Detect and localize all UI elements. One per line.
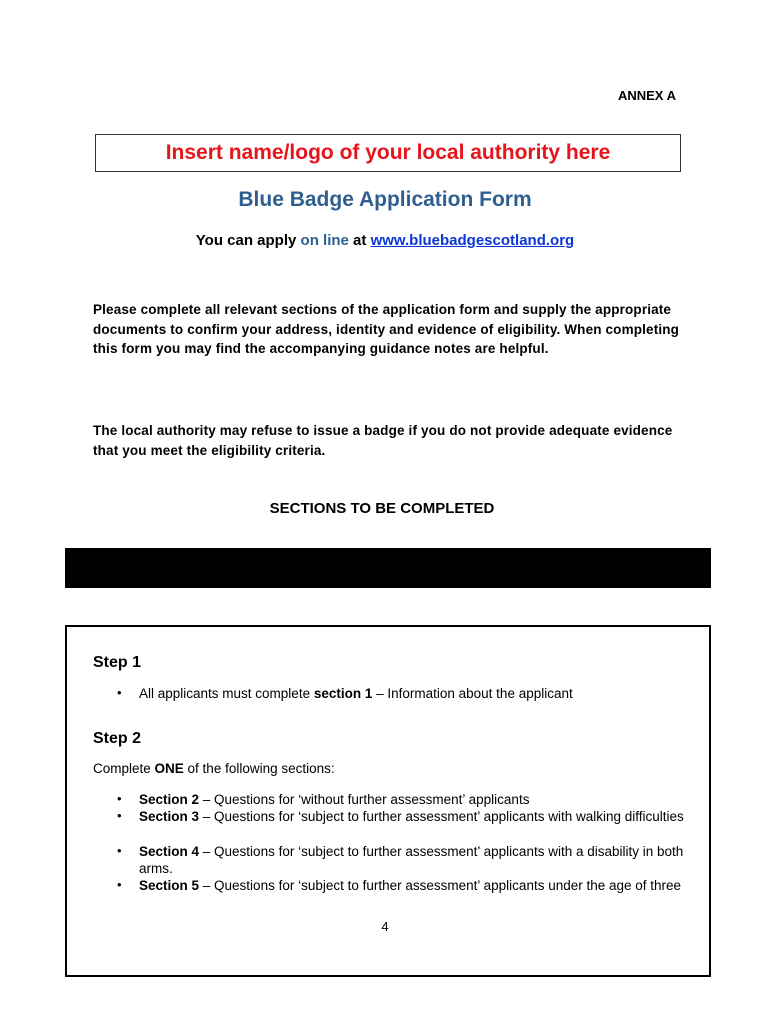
complete-one-line bbox=[93, 761, 335, 776]
apply-prefix: You can apply bbox=[195, 232, 301, 249]
bullet: • bbox=[117, 808, 122, 823]
annex-label: ANNEX A bbox=[617, 88, 676, 103]
page-number: 4 bbox=[381, 919, 389, 934]
section-label: Section 5 bbox=[139, 878, 200, 893]
section-description: – Questions for ‘subject to further assessment’ applicants with a disability in both arms. bbox=[139, 844, 684, 876]
section-4-item bbox=[139, 843, 684, 877]
apply-at: at bbox=[348, 232, 371, 249]
authority-logo-placeholder: Insert name/logo of your local authority here bbox=[95, 134, 681, 172]
section-label: Section 4 bbox=[139, 844, 200, 859]
step-1-item bbox=[139, 685, 684, 702]
bullet: • bbox=[117, 685, 122, 700]
section-label: Section 3 bbox=[139, 809, 200, 824]
section-description: – Questions for ‘subject to further assessment’ applicants with walking difficulties bbox=[199, 809, 684, 824]
section-label: Section 2 bbox=[139, 792, 200, 807]
step-1-description: – Information about the applicant bbox=[372, 686, 573, 701]
section-5-item bbox=[139, 877, 684, 894]
step-1-text: All applicants must complete bbox=[139, 686, 314, 701]
complete-emphasis: ONE bbox=[154, 761, 184, 776]
step-2-title: Step 2 bbox=[93, 730, 142, 747]
intro-paragraph: Please complete all relevant sections of the application form and supply the appropriate documents to confirm your address, identity and evidence of eligibility. When completing this form you may find the accompanying guidance notes are helpful. bbox=[93, 302, 680, 356]
warning-paragraph: The local authority may refuse to issue a badge if you do not provide adequate evidence that you meet the eligibility criteria. bbox=[93, 423, 673, 458]
bullet: • bbox=[117, 843, 122, 858]
complete-suffix: of the following sections: bbox=[183, 761, 335, 776]
bullet: • bbox=[117, 877, 122, 892]
black-divider-bar bbox=[65, 548, 711, 588]
section-2-item bbox=[139, 791, 684, 808]
apply-online-line bbox=[0, 232, 770, 249]
sections-heading: SECTIONS TO BE COMPLETED bbox=[269, 500, 495, 517]
section-description: – Questions for ‘subject to further assessment’ applicants under the age of three bbox=[199, 878, 682, 893]
step-1-section: section 1 bbox=[313, 686, 373, 701]
step-1-title: Step 1 bbox=[93, 654, 142, 671]
section-3-item bbox=[139, 808, 684, 825]
apply-online-text: on line bbox=[300, 232, 349, 249]
bluebadge-link[interactable]: www.bluebadgescotland.org bbox=[370, 232, 575, 249]
section-description: – Questions for ‘without further assessment’ applicants bbox=[199, 792, 530, 807]
complete-prefix: Complete bbox=[93, 761, 155, 776]
bullet: • bbox=[117, 791, 122, 806]
page-title: Blue Badge Application Form bbox=[238, 188, 532, 211]
